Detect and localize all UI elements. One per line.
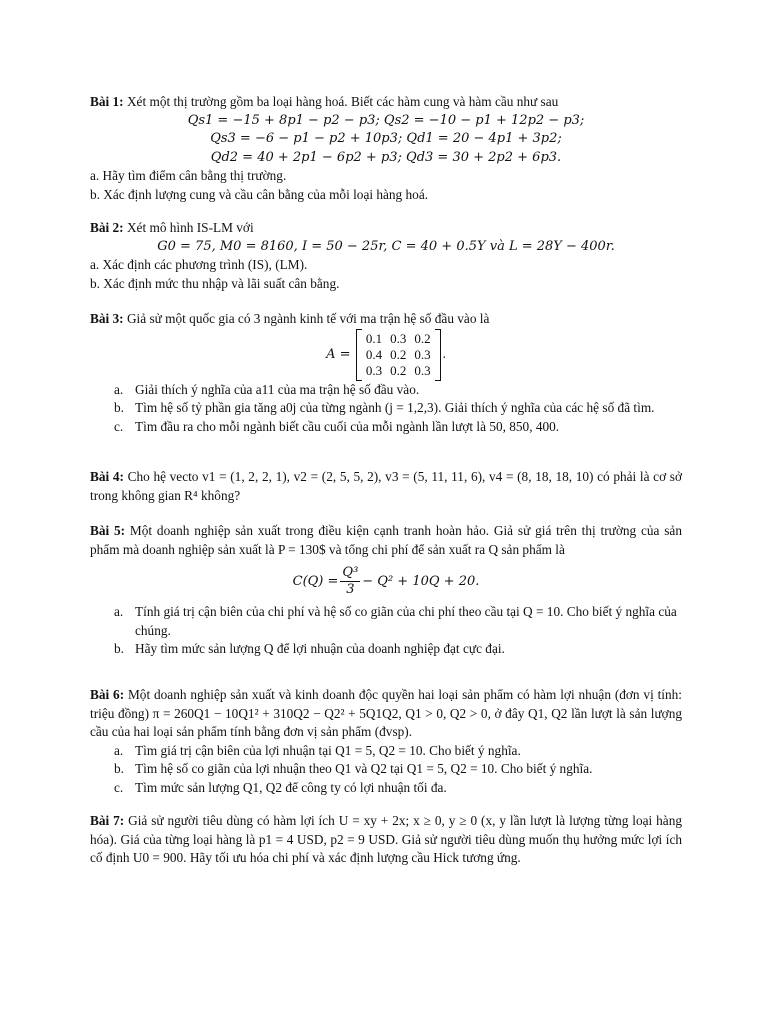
exercise-1-equation-1: Qs1 = −15 + 8p1 − p2 − p3; Qs2 = −10 − p1 + 12p2 − p3; bbox=[187, 112, 585, 128]
fraction-denominator: 3 bbox=[346, 581, 355, 597]
list-item-text: Hãy tìm mức sản lượng Q để lợi nhuận của doanh nghiệp đạt cực đại. bbox=[135, 641, 505, 656]
exercise-4-text bbox=[90, 468, 682, 505]
exercise-5-part-a bbox=[90, 603, 682, 640]
matrix-period: . bbox=[442, 345, 446, 361]
exercise-3-heading: Bài 3: bbox=[90, 311, 124, 326]
matrix-cell: 0.2 bbox=[390, 362, 407, 378]
list-item-text: Giải thích ý nghĩa của a11 của ma trận hệ số đầu vào. bbox=[135, 381, 420, 397]
list-item-text: Tìm đầu ra cho mỗi ngành biết cầu cuối của mỗi ngành lần lượt là 50, 850, 400. bbox=[135, 418, 560, 434]
exercise-6-part-b bbox=[90, 760, 682, 779]
exercise-1-part-a: a. Hãy tìm điểm cân bằng thị trường. bbox=[90, 168, 287, 183]
exercise-6-heading: Bài 6: bbox=[90, 687, 125, 702]
exercise-3-matrix-block bbox=[90, 329, 682, 381]
exercise-3-part-b bbox=[90, 399, 682, 418]
list-marker: b. bbox=[114, 400, 124, 415]
exercise-5 bbox=[90, 522, 682, 659]
exercise-2-part-a: a. Xác định các phương trình (IS), (LM). bbox=[90, 257, 308, 272]
exercise-2-equation: G0 = 75, M0 = 8160, I = 50 − 25r, C = 40 + 0.5Y và L = 28Y − 400r. bbox=[157, 238, 615, 254]
matrix-cell: 0.2 bbox=[390, 346, 407, 362]
matrix-cell: 0.4 bbox=[365, 346, 383, 362]
matrix-cell: 0.3 bbox=[390, 330, 407, 346]
fraction bbox=[340, 565, 360, 598]
exercise-7-heading: Bài 7: bbox=[90, 813, 125, 828]
matrix-row bbox=[362, 363, 435, 379]
exercise-1 bbox=[90, 93, 682, 204]
input-coefficient-matrix bbox=[356, 329, 441, 381]
exercise-4-body: Cho hệ vecto v1 = (1, 2, 2, 1), v2 = (2, 5, 5, 2), v3 = (5, 11, 11, 6), v4 = (8, 18, 18, 10) có phải là cơ sở trong không gian R⁴ không? bbox=[90, 469, 682, 503]
exercise-2-intro bbox=[90, 219, 682, 238]
exercise-6-body: Một doanh nghiệp sản xuất và kinh doanh độc quyền hai loại sản phẩm có hàm lợi nhuận (đơn vị tính: triệu đồng) π = 260Q1 − 10Q1² + 310Q2 − Q2² + 5Q1Q2, Q1 > 0, Q2 > 0, ở đây Q1, Q2 lần lượt là sản lượng cầu của hai loại sản phẩm tính bằng đơn vị sản phẩm (đvsp). bbox=[90, 687, 682, 739]
exercise-6-text bbox=[90, 686, 682, 742]
exercise-1-part-b: b. Xác định lượng cung và cầu cân bằng của mỗi loại hàng hoá. bbox=[90, 186, 429, 202]
matrix-cell: 0.3 bbox=[365, 362, 383, 378]
exercise-5-part-b bbox=[90, 640, 682, 659]
exercise-5-body: Một doanh nghiệp sản xuất trong điều kiện cạnh tranh hoàn hảo. Giả sử giá trên thị trường của sản phẩm mà doanh nghiệp sản xuất là P = 130$ và tổng chi phí để sản xuất ra Q sản phẩm là bbox=[90, 523, 682, 557]
list-item-text: Tìm hệ số co giãn của lợi nhuận theo Q1 và Q2 tại Q1 = 5, Q2 = 10. Cho biết ý nghĩa. bbox=[135, 761, 593, 776]
matrix-cell: 0.1 bbox=[365, 330, 383, 346]
exercise-6-part-a bbox=[90, 742, 682, 761]
exercise-5-text bbox=[90, 522, 682, 559]
exercise-2-heading: Bài 2: bbox=[90, 220, 124, 235]
exercise-2 bbox=[90, 219, 682, 293]
list-marker: b. bbox=[114, 761, 124, 776]
list-marker: a. bbox=[114, 604, 124, 619]
exercise-7 bbox=[90, 812, 682, 868]
list-item-text: Tìm giá trị cận biên của lợi nhuận tại Q1 = 5, Q2 = 10. Cho biết ý nghĩa. bbox=[135, 742, 521, 758]
exercise-7-text bbox=[90, 812, 682, 868]
exercise-1-heading: Bài 1: bbox=[90, 94, 124, 109]
list-marker: c. bbox=[114, 418, 124, 434]
exercise-6 bbox=[90, 686, 682, 797]
exercise-3-part-a bbox=[90, 381, 682, 400]
exercise-3-intro-text: Giả sử một quốc gia có 3 ngành kinh tế với ma trận hệ số đầu vào là bbox=[123, 311, 490, 326]
cost-function-left: C(Q) = bbox=[292, 573, 339, 589]
list-item-text: Tính giá trị cận biên của chi phí và hệ số co giãn của chi phí theo cầu tại Q = 10. Cho biết ý nghĩa của chúng. bbox=[135, 604, 677, 638]
exercise-4 bbox=[90, 468, 682, 505]
exercise-4-heading: Bài 4: bbox=[90, 469, 124, 484]
matrix-cell: 0.3 bbox=[414, 362, 431, 378]
matrix-cell: 0.3 bbox=[414, 346, 431, 362]
exercise-2-part-b: b. Xác định mức thu nhập và lãi suất cân bằng. bbox=[90, 275, 340, 291]
list-item-text: Tìm mức sản lượng Q1, Q2 để công ty có lợi nhuận tối đa. bbox=[135, 779, 447, 795]
list-marker: c. bbox=[114, 779, 124, 795]
fraction-numerator: Q³ bbox=[342, 564, 359, 580]
list-marker: a. bbox=[114, 742, 124, 758]
cost-function bbox=[90, 559, 682, 603]
exercise-3 bbox=[90, 310, 682, 436]
cost-function-right: − Q² + 10Q + 20. bbox=[362, 573, 480, 589]
exercise-3-intro bbox=[90, 310, 682, 329]
exercise-7-body: Giả sử người tiêu dùng có hàm lợi ích U = xy + 2x; x ≥ 0, y ≥ 0 (x, y lần lượt là lượng từng loại hàng hóa). Giá của từng loại hàng là p1 = 4 USD, p2 = 9 USD. Giả sử người tiêu dùng muốn thụ hưởng mức lợi ích cố định U0 = 900. Hãy tối ưu hóa chi phí và xác định lượng cầu Hick tương ứng. bbox=[90, 813, 682, 865]
list-marker: b. bbox=[114, 641, 124, 656]
exercise-2-intro-text: Xét mô hình IS-LM với bbox=[123, 220, 254, 235]
exercise-1-intro bbox=[90, 93, 682, 112]
exercise-1-equation-2: Qs3 = −6 − p1 − p2 + 10p3; Qd1 = 20 − 4p1 + 3p2; bbox=[210, 131, 562, 146]
exercise-5-heading: Bài 5: bbox=[90, 523, 126, 538]
exercise-3-part-c bbox=[90, 418, 682, 437]
matrix-row bbox=[362, 347, 435, 363]
list-marker: a. bbox=[114, 381, 124, 397]
list-item-text: Tìm hệ số tỷ phần gia tăng a0j của từng ngành (j = 1,2,3). Giải thích ý nghĩa của các hệ số đã tìm. bbox=[135, 400, 655, 415]
matrix-row bbox=[362, 331, 435, 347]
exercise-1-intro-text: Xét một thị trường gồm ba loại hàng hoá. Biết các hàm cung và hàm cầu như sau bbox=[123, 94, 559, 109]
right-bracket bbox=[435, 329, 441, 381]
matrix-cell: 0.2 bbox=[414, 330, 431, 346]
exercise-6-part-c bbox=[90, 779, 682, 798]
exercise-1-equation-3: Qd2 = 40 + 2p1 − 6p2 + p3; Qd3 = 30 + 2p2 + 6p3. bbox=[210, 149, 562, 165]
matrix-label: A = bbox=[326, 346, 351, 362]
